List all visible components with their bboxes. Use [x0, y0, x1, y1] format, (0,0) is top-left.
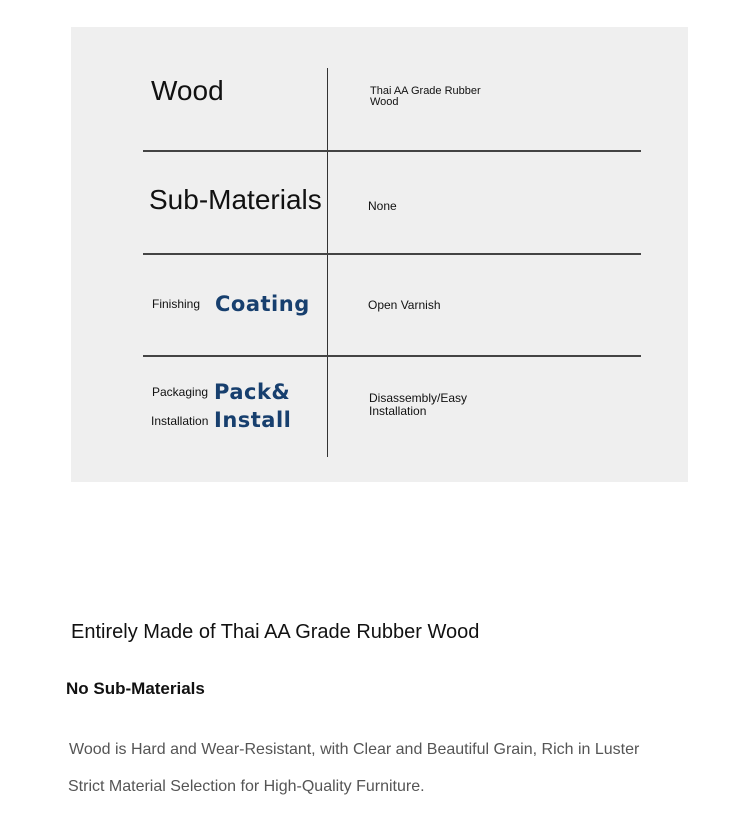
spec-accent-coating: Coating	[215, 292, 310, 316]
row-divider	[143, 253, 641, 255]
headline: Entirely Made of Thai AA Grade Rubber Wood	[71, 621, 480, 643]
spec-value-packaging-line2: Installation	[369, 404, 427, 418]
spec-label-packaging: Packaging	[152, 385, 209, 399]
spec-value-packaging-line1: Disassembly/Easy	[369, 391, 468, 405]
row-divider	[143, 150, 641, 152]
spec-accent-pack: Pack&	[214, 380, 291, 404]
column-divider	[327, 68, 328, 457]
spec-label-finishing: Finishing	[152, 297, 201, 311]
spec-value-sub-materials: None	[368, 199, 397, 213]
spec-label-installation: Installation	[151, 414, 209, 428]
spec-value-finishing: Open Varnish	[368, 298, 441, 312]
spec-label-sub-materials: Sub-Materials	[149, 184, 322, 215]
spec-label-wood: Wood	[151, 75, 224, 106]
description-line: Strict Material Selection for High-Quality Furniture.	[68, 778, 425, 795]
description-line: Wood is Hard and Wear-Resistant, with Clear and Beautiful Grain, Rich in Luster	[69, 741, 640, 758]
spec-value-wood: Thai AA Grade Rubber Wood	[370, 85, 481, 108]
row-divider	[143, 355, 641, 357]
subhead: No Sub-Materials	[66, 679, 205, 698]
spec-accent-install: Install	[214, 408, 292, 432]
